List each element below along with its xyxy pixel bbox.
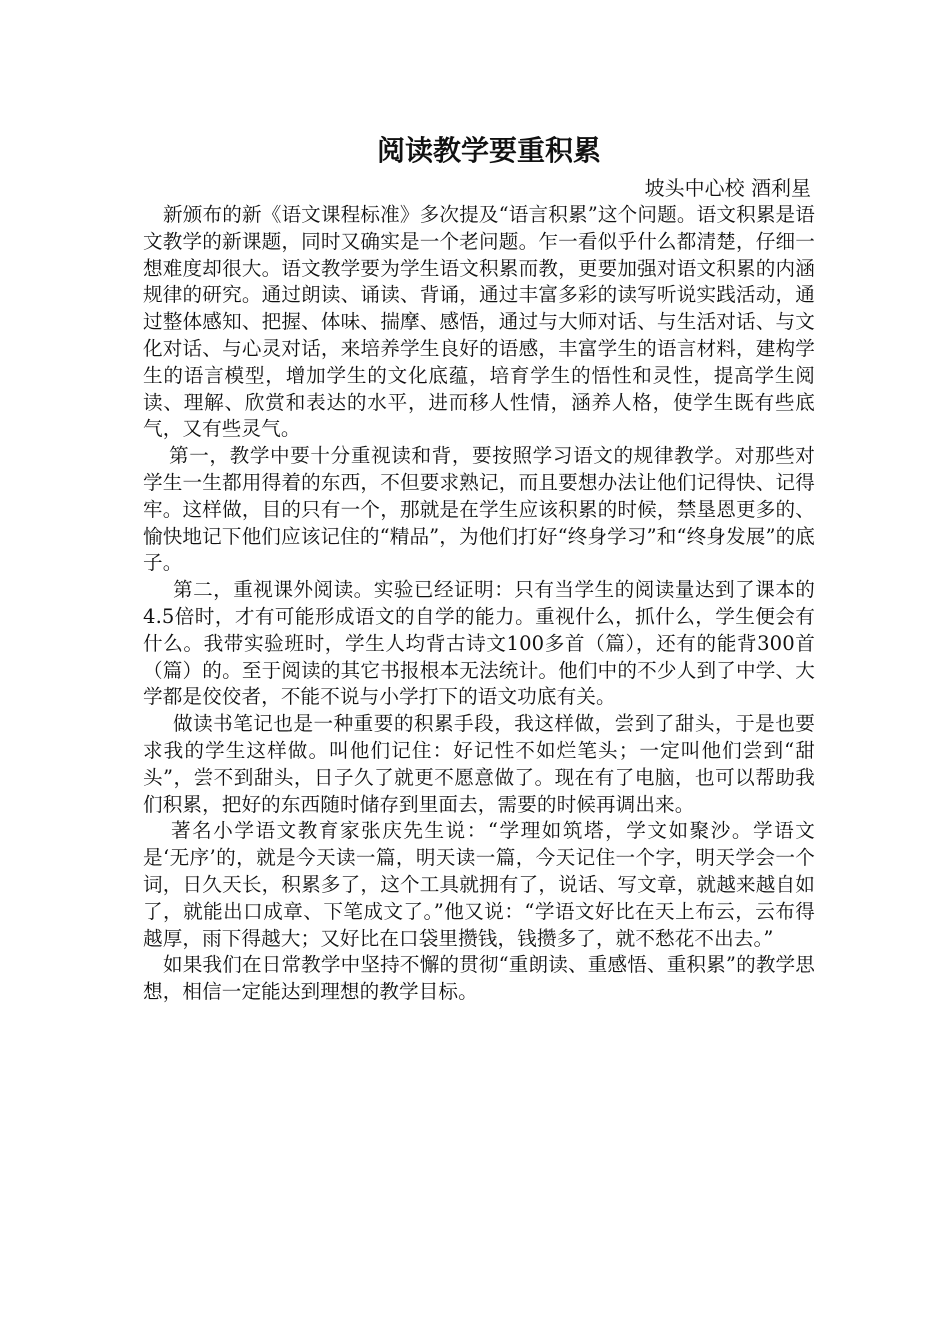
paragraph-reading-notes: 做读书笔记也是一种重要的积累手段，我这样做，尝到了甜头，于是也要求我的学生这样做。叫他们记住：好记性不如烂笔头；一定叫他们尝到“甜头”，尝不到甜头，日子久了就更不愿意做了。现在有了电脑，也可以帮助我们积累，把好的东西随时储存到里面去，需要的时候再调出来。 [143, 712, 815, 816]
paragraph-quote: 著名小学语文教育家张庆先生说：“学理如筑塔，学文如聚沙。学语文是‘无序’的，就是今天读一篇，明天读一篇，今天记住一个字，明天学会一个词，日久天长，积累多了，这个工具就拥有了，说话、写文章，就越来越自如了，就能出口成章、下笔成文了。”他又说：“学语文好比在天上布云，云布得越厚，雨下得越大；又好比在口袋里攒钱，钱攒多了，就不愁花不出去。” [143, 819, 815, 950]
document-title: 阅读教学要重积累 [376, 134, 601, 167]
paragraph-intro: 新颁布的新《语文课程标准》多次提及“语言积累”这个问题。语文积累是语文教学的新课题，同时又确实是一个老问题。乍一看似乎什么都清楚，仔细一想难度却很大。语文教学要为学生语文积累而教，更要加强对语文积累的内涵规律的研究。通过朗读、诵读、背诵，通过丰富多彩的读写听说实践活动，通过整体感知、把握、体味、揣摩、感悟，通过与大师对话、与生活对话、与文化对话、与心灵对话，来培养学生良好的语感，丰富学生的语言材料，建构学生的语言模型，增加学生的文化底蕴，培育学生的悟性和灵性，提高学生阅读、理解、欣赏和表达的水平，进而移人性情，涵养人格，使学生既有些底气，又有些灵气。 [143, 203, 815, 441]
paragraph-conclusion: 如果我们在日常教学中坚持不懈的贯彻“重朗读、重感悟、重积累”的教学思想，相信一定能达到理想的教学目标。 [143, 953, 815, 1004]
paragraph-second-point: 第二，重视课外阅读。实验已经证明：只有当学生的阅读量达到了课本的4.5倍时，才有可能形成语文的自学的能力。重视什么，抓什么，学生便会有什么。我带实验班时，学生人均背古诗文100多首（篇），还有的能背300首（篇）的。至于阅读的其它书报根本无法统计。他们中的不少人到了中学、大学都是佼佼者，不能不说与小学打下的语文功底有关。 [143, 578, 815, 709]
author-line: 坡头中心校 酒利星 [644, 176, 811, 200]
paragraph-first-point: 第一，教学中要十分重视读和背，要按照学习语文的规律教学。对那些对学生一生都用得着的东西，不但要求熟记，而且要想办法让他们记得快、记得牢。这样做，目的只有一个，那就是在学生应该积累的时候，禁垦恩更多的、愉快地记下他们应该记住的“精品”，为他们打好“终身学习”和“终身发展”的底子。 [143, 444, 815, 575]
document-body [143, 127, 815, 1006]
